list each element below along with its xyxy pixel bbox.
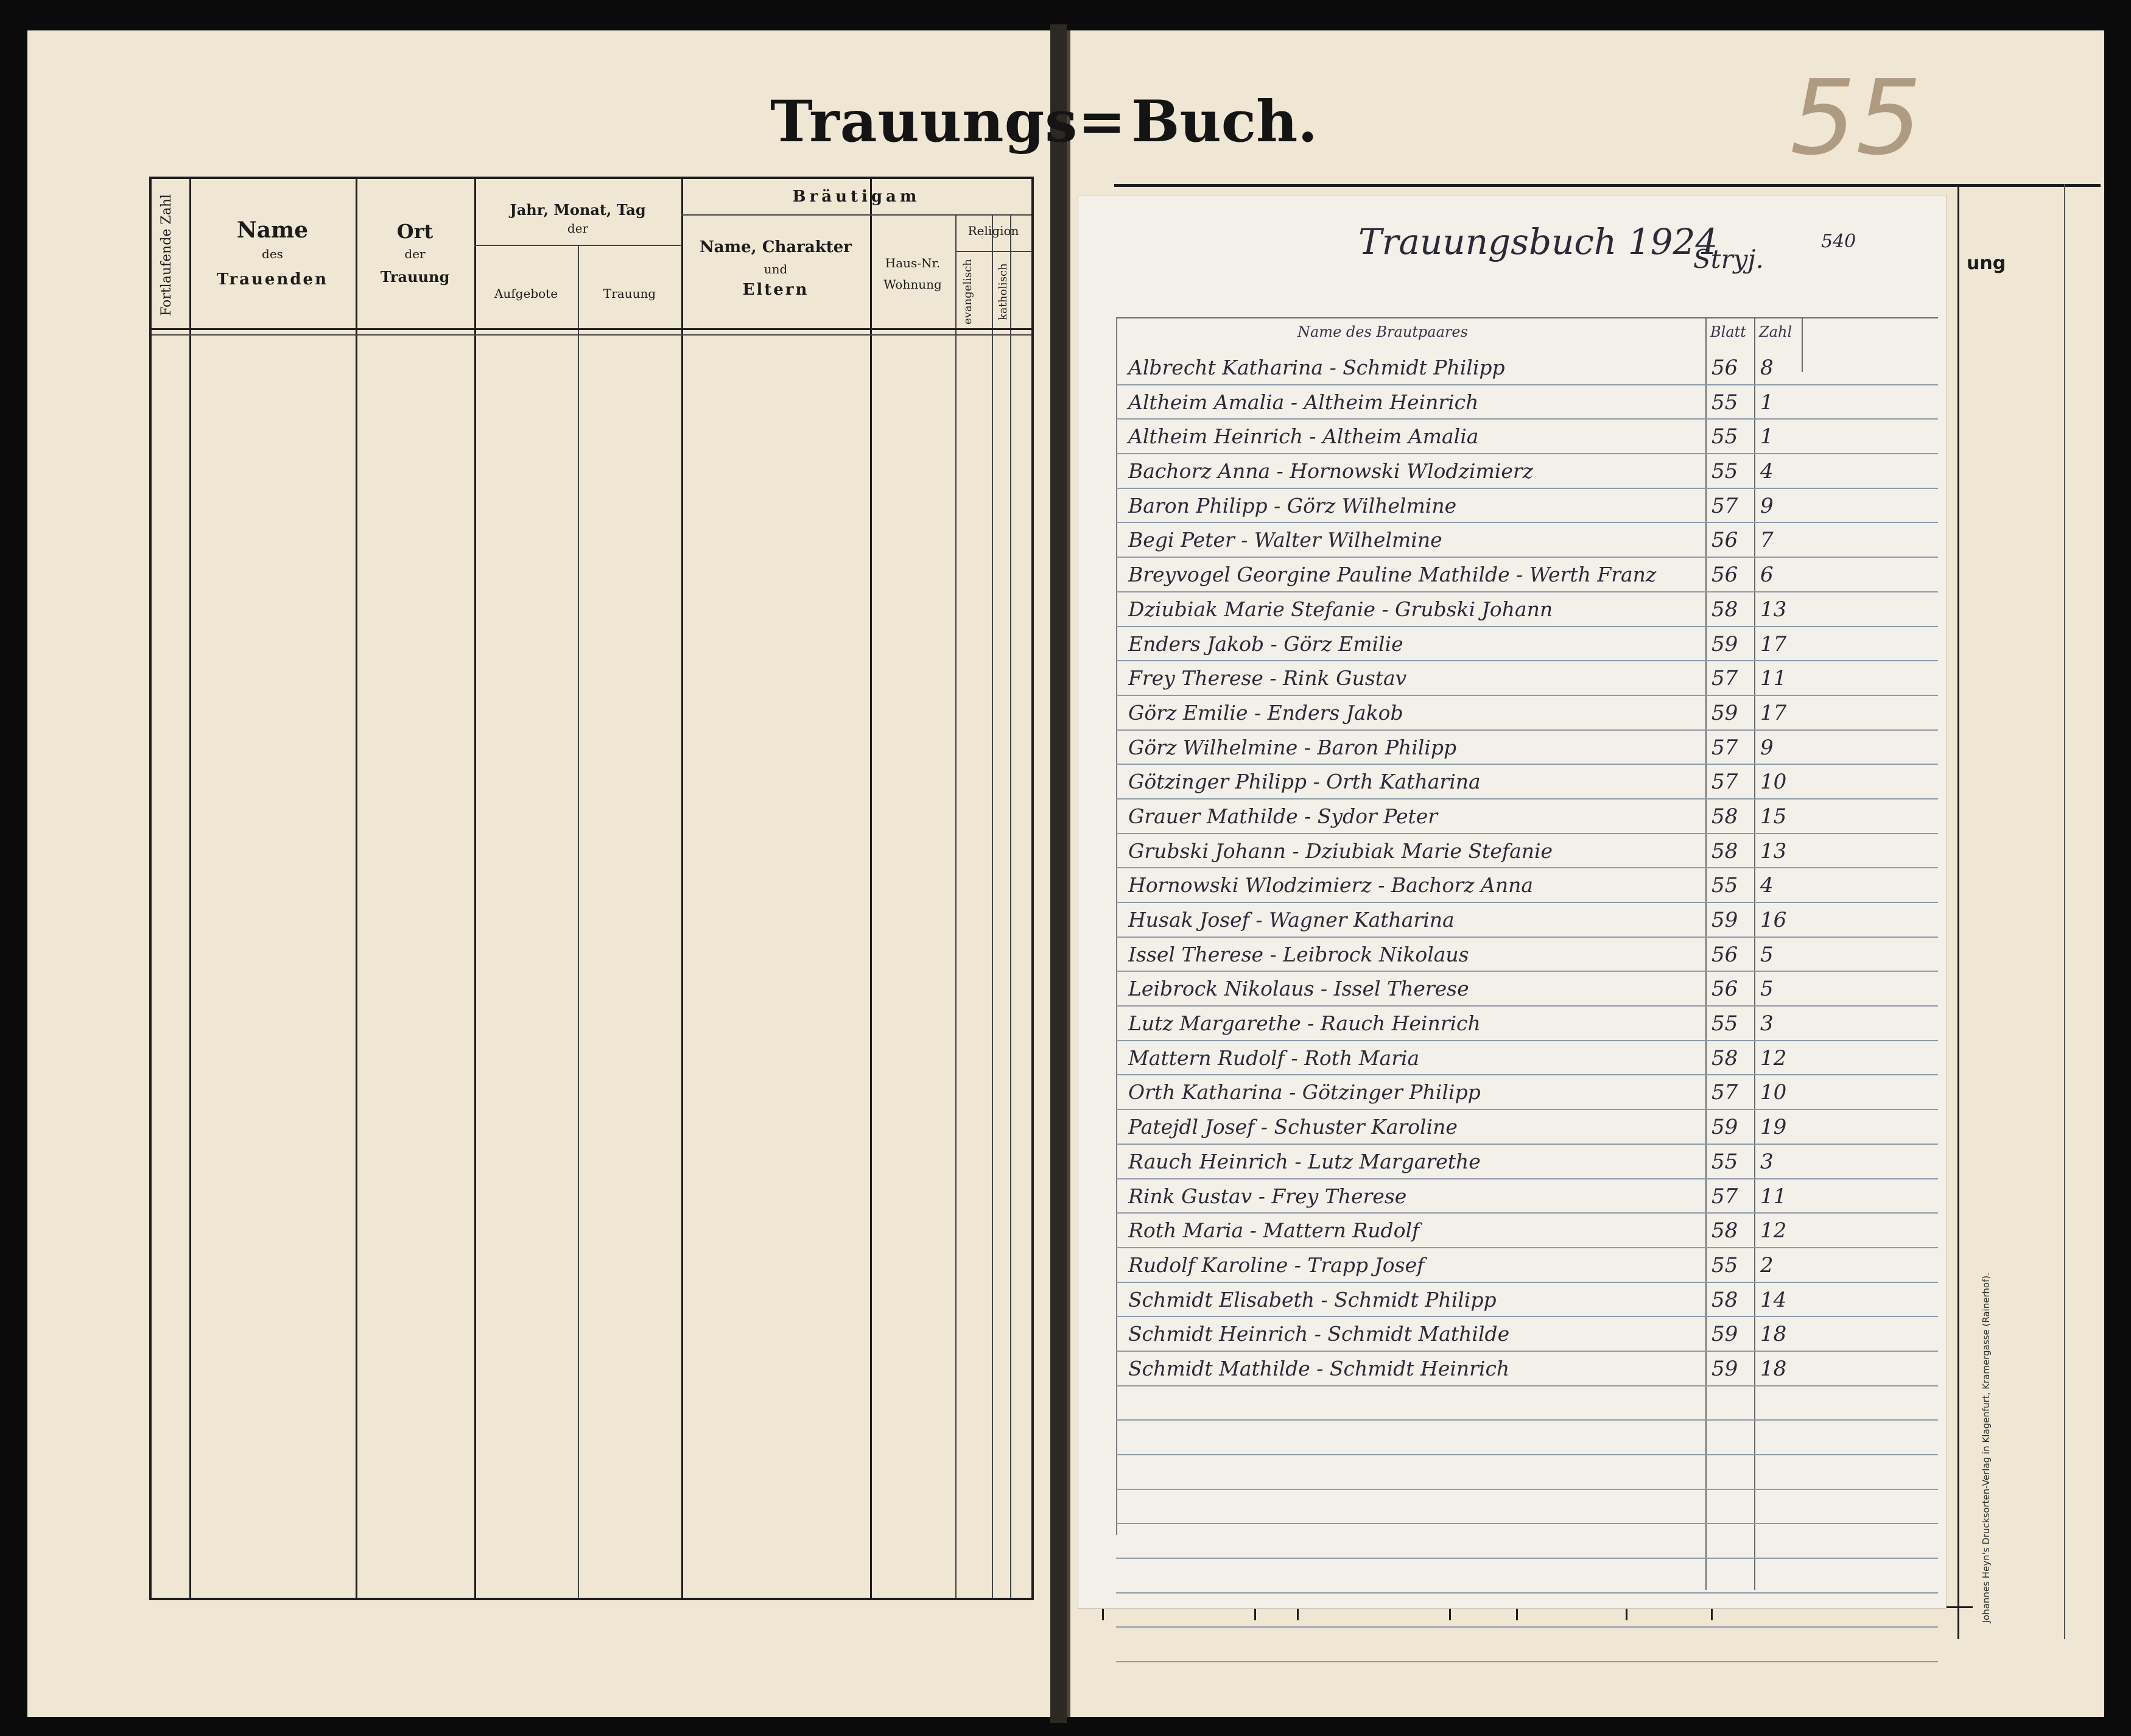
empty-row bbox=[1116, 1628, 1938, 1662]
couple-name: Mattern Rudolf - Roth Maria bbox=[1128, 1045, 1420, 1070]
couple-name: Rink Gustav - Frey Therese bbox=[1128, 1184, 1407, 1208]
index-col-zahl: Zahl bbox=[1759, 323, 1792, 340]
index-row bbox=[1116, 834, 1938, 869]
couple-name: Altheim Amalia - Altheim Heinrich bbox=[1128, 390, 1479, 414]
blatt-value: 58 bbox=[1711, 838, 1738, 863]
couple-name: Grubski Johann - Dziubiak Marie Stefanie bbox=[1128, 838, 1553, 863]
zahl-value: 11 bbox=[1760, 1184, 1787, 1209]
blatt-value: 57 bbox=[1711, 1080, 1738, 1105]
blatt-value: 59 bbox=[1711, 700, 1738, 725]
blatt-value: 58 bbox=[1711, 597, 1738, 622]
index-row bbox=[1116, 661, 1938, 696]
couple-name: Dziubiak Marie Stefanie - Grubski Johann bbox=[1128, 597, 1553, 621]
empty-row bbox=[1116, 1421, 1938, 1455]
zahl-value: 6 bbox=[1760, 563, 1774, 588]
col-name-des: des bbox=[262, 247, 283, 261]
couple-name: Altheim Heinrich - Altheim Amalia bbox=[1128, 424, 1479, 449]
col-ort-der: der bbox=[404, 247, 426, 261]
index-row bbox=[1116, 1214, 1938, 1248]
empty-row bbox=[1116, 1594, 1938, 1628]
blatt-value: 58 bbox=[1711, 804, 1738, 829]
zahl-value: 3 bbox=[1760, 1011, 1774, 1036]
blatt-value: 58 bbox=[1711, 1287, 1738, 1312]
couple-name: Görz Wilhelmine - Baron Philipp bbox=[1128, 735, 1457, 759]
index-row bbox=[1116, 1041, 1938, 1076]
zahl-value: 18 bbox=[1760, 1356, 1787, 1381]
zahl-value: 10 bbox=[1760, 1080, 1787, 1105]
col-name-heading: Name bbox=[236, 217, 309, 243]
blatt-value: 55 bbox=[1711, 1253, 1738, 1277]
couple-name: Grauer Mathilde - Sydor Peter bbox=[1128, 804, 1438, 828]
index-rows bbox=[1116, 351, 1938, 1662]
zahl-value: 12 bbox=[1760, 1218, 1787, 1243]
index-title: Trauungsbuch 1924 bbox=[1358, 221, 1718, 262]
blatt-value: 59 bbox=[1711, 1356, 1738, 1381]
col-trauung-datum: Trauung bbox=[603, 286, 656, 301]
index-row bbox=[1116, 1007, 1938, 1041]
index-row bbox=[1116, 420, 1938, 454]
index-row bbox=[1116, 1179, 1938, 1214]
couple-name: Issel Therese - Leibrock Nikolaus bbox=[1128, 942, 1469, 966]
col-name-trauenden: Trauenden bbox=[217, 270, 328, 289]
index-col-name: Name des Brautpaares bbox=[1297, 323, 1468, 340]
index-row bbox=[1116, 903, 1938, 938]
blatt-value: 55 bbox=[1711, 424, 1738, 449]
col-haus-nr: Haus-Nr. bbox=[885, 256, 941, 270]
zahl-value: 12 bbox=[1760, 1045, 1787, 1070]
couple-name: Patejdl Josef - Schuster Karoline bbox=[1128, 1115, 1458, 1139]
index-row bbox=[1116, 1110, 1938, 1145]
blatt-value: 55 bbox=[1711, 390, 1738, 415]
col-ort-heading: Ort bbox=[396, 220, 434, 243]
index-row bbox=[1116, 351, 1938, 385]
index-row bbox=[1116, 765, 1938, 799]
blatt-value: 56 bbox=[1711, 977, 1738, 1002]
empty-row bbox=[1116, 1455, 1938, 1490]
index-row bbox=[1116, 696, 1938, 731]
zahl-value: 19 bbox=[1760, 1115, 1787, 1140]
zahl-value: 8 bbox=[1760, 356, 1774, 380]
index-row bbox=[1116, 731, 1938, 765]
index-row bbox=[1116, 1283, 1938, 1318]
right-header-rule bbox=[1114, 184, 2101, 187]
col-evangelisch: evangelisch bbox=[961, 259, 974, 325]
zahl-value: 4 bbox=[1760, 459, 1774, 484]
blatt-value: 57 bbox=[1711, 1184, 1738, 1209]
empty-row bbox=[1116, 1490, 1938, 1525]
right-page-rule bbox=[1957, 184, 1959, 1639]
col-ort-trauung: Trauung bbox=[380, 268, 450, 286]
empty-row bbox=[1116, 1386, 1938, 1421]
blatt-value: 59 bbox=[1711, 1115, 1738, 1140]
couple-name: Albrecht Katharina - Schmidt Philipp bbox=[1128, 356, 1505, 379]
index-row bbox=[1116, 1145, 1938, 1179]
couple-name: Lutz Margarethe - Rauch Heinrich bbox=[1128, 1011, 1481, 1036]
zahl-value: 14 bbox=[1760, 1287, 1787, 1312]
zahl-value: 13 bbox=[1760, 838, 1787, 863]
book-spine bbox=[1050, 24, 1067, 1723]
blatt-value: 56 bbox=[1711, 942, 1738, 967]
blatt-value: 57 bbox=[1711, 770, 1738, 795]
title-left-part: Trauungs= bbox=[770, 88, 1126, 155]
index-row bbox=[1116, 592, 1938, 627]
couple-name: Leibrock Nikolaus - Issel Therese bbox=[1128, 977, 1469, 1001]
col-name-charakter: Name, Charakter bbox=[699, 238, 852, 256]
zahl-value: 9 bbox=[1760, 735, 1774, 760]
index-row bbox=[1116, 868, 1938, 903]
blatt-value: 59 bbox=[1711, 631, 1738, 656]
zahl-value: 15 bbox=[1760, 804, 1787, 829]
zahl-value: 17 bbox=[1760, 700, 1787, 725]
col-eltern: Eltern bbox=[742, 281, 809, 299]
index-row bbox=[1116, 938, 1938, 972]
blatt-value: 55 bbox=[1711, 1011, 1738, 1036]
blatt-value: 55 bbox=[1711, 873, 1738, 898]
couple-name: Schmidt Heinrich - Schmidt Mathilde bbox=[1128, 1322, 1510, 1346]
index-row bbox=[1116, 1248, 1938, 1283]
zahl-value: 13 bbox=[1760, 597, 1787, 622]
zahl-value: 5 bbox=[1760, 977, 1774, 1002]
blatt-value: 56 bbox=[1711, 356, 1738, 380]
couple-name: Roth Maria - Mattern Rudolf bbox=[1128, 1218, 1420, 1243]
blatt-value: 59 bbox=[1711, 908, 1738, 932]
index-row bbox=[1116, 523, 1938, 558]
index-header-rule bbox=[1116, 317, 1938, 318]
couple-name: Orth Katharina - Götzinger Philipp bbox=[1128, 1080, 1481, 1105]
page-number-stamp: 55 bbox=[1790, 58, 1922, 178]
couple-name: Breyvogel Georgine Pauline Mathilde - Werth Franz bbox=[1128, 563, 1657, 587]
couple-name: Rudolf Karoline - Trapp Josef bbox=[1128, 1253, 1425, 1277]
blatt-value: 58 bbox=[1711, 1045, 1738, 1070]
blatt-value: 57 bbox=[1711, 666, 1738, 691]
col-aufgebote: Aufgebote bbox=[494, 286, 558, 301]
blatt-value: 58 bbox=[1711, 1218, 1738, 1243]
zahl-value: 1 bbox=[1760, 424, 1774, 449]
blatt-value: 55 bbox=[1711, 459, 1738, 484]
zahl-value: 18 bbox=[1760, 1322, 1787, 1347]
couple-name: Frey Therese - Rink Gustav bbox=[1128, 666, 1407, 691]
couple-name: Baron Philipp - Görz Wilhelmine bbox=[1128, 493, 1457, 518]
zahl-value: 7 bbox=[1760, 528, 1774, 553]
index-row bbox=[1116, 627, 1938, 662]
col-fortlaufende-zahl: Fortlaufende Zahl bbox=[159, 194, 174, 317]
index-place: Stryj. bbox=[1693, 244, 1764, 274]
empty-row bbox=[1116, 1524, 1938, 1559]
couple-name: Husak Josef - Wagner Katharina bbox=[1128, 908, 1455, 932]
couple-name: Rauch Heinrich - Lutz Margarethe bbox=[1128, 1149, 1481, 1173]
col-datum-heading: Jahr, Monat, Tag bbox=[510, 201, 646, 219]
ledger-grid bbox=[149, 177, 1034, 1600]
index-row bbox=[1116, 799, 1938, 834]
zahl-value: 17 bbox=[1760, 631, 1787, 656]
index-row bbox=[1116, 558, 1938, 592]
index-row bbox=[1116, 972, 1938, 1007]
index-col-blatt: Blatt bbox=[1710, 323, 1746, 340]
zahl-value: 10 bbox=[1760, 770, 1787, 795]
col-katholisch: katholisch bbox=[997, 263, 1009, 320]
couple-name: Götzinger Philipp - Orth Katharina bbox=[1128, 770, 1481, 794]
index-sheet bbox=[1078, 195, 1947, 1609]
zahl-value: 16 bbox=[1760, 908, 1787, 932]
index-row bbox=[1116, 454, 1938, 489]
col-wohnung: Wohnung bbox=[883, 277, 942, 292]
col-datum-der: der bbox=[567, 221, 589, 236]
zahl-value: 5 bbox=[1760, 942, 1774, 967]
printer-imprint: Johannes Heyn's Drucksorten-Verlag in Klagenfurt, Kramergasse (Rainerhof). bbox=[1981, 1273, 1992, 1623]
zahl-value: 3 bbox=[1760, 1149, 1774, 1174]
blatt-value: 56 bbox=[1711, 528, 1738, 553]
index-row bbox=[1116, 1075, 1938, 1110]
col-und: und bbox=[764, 262, 788, 276]
couple-name: Görz Emilie - Enders Jakob bbox=[1128, 700, 1403, 725]
index-row bbox=[1116, 385, 1938, 420]
blatt-value: 55 bbox=[1711, 1149, 1738, 1174]
couple-name: Enders Jakob - Görz Emilie bbox=[1128, 631, 1403, 656]
col-religion: Religion bbox=[967, 223, 1019, 238]
blatt-value: 57 bbox=[1711, 493, 1738, 518]
index-row bbox=[1116, 1352, 1938, 1386]
index-row bbox=[1116, 489, 1938, 524]
couple-name: Hornowski Wlodzimierz - Bachorz Anna bbox=[1128, 873, 1534, 898]
blatt-value: 57 bbox=[1711, 735, 1738, 760]
title-right-part: Buch. bbox=[1131, 88, 1318, 155]
zahl-value: 1 bbox=[1760, 390, 1774, 415]
zahl-value: 4 bbox=[1760, 873, 1774, 898]
blatt-value: 59 bbox=[1711, 1322, 1738, 1347]
index-number: 540 bbox=[1821, 231, 1856, 252]
zahl-value: 9 bbox=[1760, 493, 1774, 518]
couple-name: Begi Peter - Walter Wilhelmine bbox=[1128, 528, 1442, 552]
zahl-value: 11 bbox=[1760, 666, 1787, 691]
empty-row bbox=[1116, 1559, 1938, 1594]
right-page-rule-2 bbox=[2064, 184, 2065, 1639]
right-header-fragment: ung bbox=[1967, 253, 2006, 274]
couple-name: Schmidt Mathilde - Schmidt Heinrich bbox=[1128, 1356, 1510, 1380]
index-row bbox=[1116, 1317, 1938, 1352]
couple-name: Schmidt Elisabeth - Schmidt Philipp bbox=[1128, 1287, 1497, 1312]
zahl-value: 2 bbox=[1760, 1253, 1774, 1277]
couple-name: Bachorz Anna - Hornowski Wlodzimierz bbox=[1128, 459, 1534, 483]
col-braeutigam: Bräutigam bbox=[792, 188, 921, 206]
blatt-value: 56 bbox=[1711, 563, 1738, 588]
